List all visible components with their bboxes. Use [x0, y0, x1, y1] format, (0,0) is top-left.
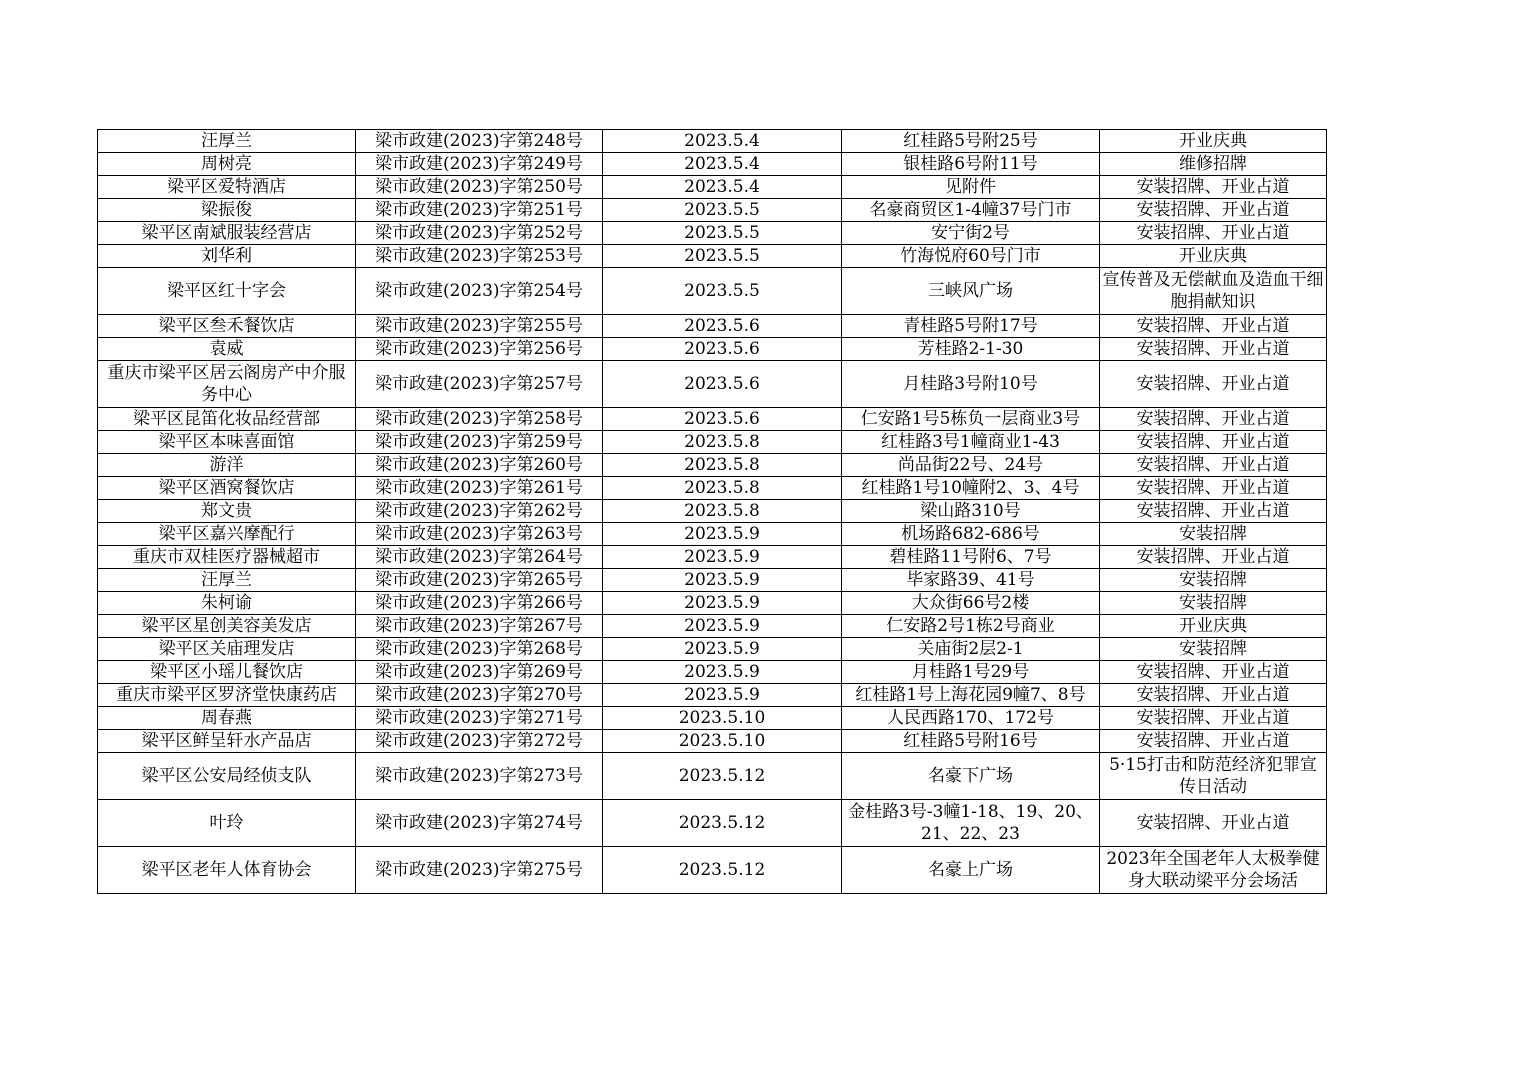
location-cell: 青桂路5号附17号: [842, 315, 1100, 338]
applicant-cell: 梁平区叁禾餐饮店: [98, 315, 356, 338]
applicant-cell: 梁平区酒窝餐饮店: [98, 477, 356, 500]
permit-number-cell: 梁市政建(2023)字第261号: [356, 477, 603, 500]
table-row: [98, 431, 1327, 454]
purpose-cell: 安装招牌、开业占道: [1100, 176, 1327, 199]
location-cell: 梁山路310号: [842, 500, 1100, 523]
location-cell: 毕家路39、41号: [842, 569, 1100, 592]
applicant-cell: 梁平区昆笛化妆品经营部: [98, 408, 356, 431]
table-row: [98, 500, 1327, 523]
date-cell: 2023.5.9: [603, 684, 842, 707]
table-row: [98, 454, 1327, 477]
location-cell: 仁安路2号1栋2号商业: [842, 615, 1100, 638]
table-row: [98, 176, 1327, 199]
table-row: [98, 245, 1327, 268]
purpose-cell: 安装招牌、开业占道: [1100, 408, 1327, 431]
location-cell: 竹海悦府60号门市: [842, 245, 1100, 268]
purpose-cell: 维修招牌: [1100, 153, 1327, 176]
date-cell: 2023.5.4: [603, 153, 842, 176]
location-cell: 月桂路1号29号: [842, 661, 1100, 684]
permit-number-cell: 梁市政建(2023)字第262号: [356, 500, 603, 523]
applicant-cell: 袁威: [98, 338, 356, 361]
permit-number-cell: 梁市政建(2023)字第260号: [356, 454, 603, 477]
purpose-cell: 安装招牌、开业占道: [1100, 338, 1327, 361]
permit-number-cell: 梁市政建(2023)字第267号: [356, 615, 603, 638]
table-row: [98, 315, 1327, 338]
permit-number-cell: 梁市政建(2023)字第253号: [356, 245, 603, 268]
applicant-cell: 梁平区本味喜面馆: [98, 431, 356, 454]
permit-number-cell: 梁市政建(2023)字第252号: [356, 222, 603, 245]
purpose-cell: 开业庆典: [1100, 245, 1327, 268]
purpose-cell: 安装招牌、开业占道: [1100, 454, 1327, 477]
permit-number-cell: 梁市政建(2023)字第249号: [356, 153, 603, 176]
date-cell: 2023.5.9: [603, 592, 842, 615]
date-cell: 2023.5.9: [603, 546, 842, 569]
date-cell: 2023.5.8: [603, 431, 842, 454]
applicant-cell: 梁平区嘉兴摩配行: [98, 523, 356, 546]
purpose-cell: 开业庆典: [1100, 130, 1327, 153]
purpose-cell: 安装招牌: [1100, 638, 1327, 661]
purpose-cell: 安装招牌、开业占道: [1100, 361, 1327, 408]
applicant-cell: 郑文贵: [98, 500, 356, 523]
purpose-cell: 安装招牌、开业占道: [1100, 546, 1327, 569]
location-cell: 红桂路1号上海花园9幢7、8号: [842, 684, 1100, 707]
permit-number-cell: 梁市政建(2023)字第257号: [356, 361, 603, 408]
permit-number-cell: 梁市政建(2023)字第266号: [356, 592, 603, 615]
date-cell: 2023.5.9: [603, 615, 842, 638]
purpose-cell: 安装招牌、开业占道: [1100, 500, 1327, 523]
permit-number-cell: 梁市政建(2023)字第248号: [356, 130, 603, 153]
permit-number-cell: 梁市政建(2023)字第270号: [356, 684, 603, 707]
applicant-cell: 刘华利: [98, 245, 356, 268]
purpose-cell: 安装招牌: [1100, 569, 1327, 592]
applicant-cell: 梁平区爱特酒店: [98, 176, 356, 199]
permit-number-cell: 梁市政建(2023)字第263号: [356, 523, 603, 546]
permit-number-cell: 梁市政建(2023)字第274号: [356, 800, 603, 847]
location-cell: 银桂路6号附11号: [842, 153, 1100, 176]
purpose-cell: 安装招牌、开业占道: [1100, 315, 1327, 338]
permit-table: [97, 129, 1327, 894]
purpose-cell: 安装招牌、开业占道: [1100, 661, 1327, 684]
location-cell: 名豪上广场: [842, 847, 1100, 894]
permit-number-cell: 梁市政建(2023)字第256号: [356, 338, 603, 361]
date-cell: 2023.5.9: [603, 638, 842, 661]
date-cell: 2023.5.9: [603, 661, 842, 684]
date-cell: 2023.5.9: [603, 569, 842, 592]
location-cell: 大众街66号2楼: [842, 592, 1100, 615]
location-cell: 人民西路170、172号: [842, 707, 1100, 730]
table-row: [98, 523, 1327, 546]
table-row: [98, 408, 1327, 431]
table-row: [98, 153, 1327, 176]
applicant-cell: 重庆市双桂医疗器械超市: [98, 546, 356, 569]
purpose-cell: 安装招牌、开业占道: [1100, 684, 1327, 707]
applicant-cell: 梁平区红十字会: [98, 268, 356, 315]
location-cell: 碧桂路11号附6、7号: [842, 546, 1100, 569]
applicant-cell: 梁平区南斌服装经营店: [98, 222, 356, 245]
purpose-cell: 安装招牌: [1100, 592, 1327, 615]
date-cell: 2023.5.8: [603, 500, 842, 523]
table-row: [98, 684, 1327, 707]
purpose-cell: 5·15打击和防范经济犯罪宣传日活动: [1100, 753, 1327, 800]
date-cell: 2023.5.8: [603, 454, 842, 477]
date-cell: 2023.5.5: [603, 268, 842, 315]
table-row: [98, 268, 1327, 315]
applicant-cell: 梁平区老年人体育协会: [98, 847, 356, 894]
applicant-cell: 朱柯谕: [98, 592, 356, 615]
table-row: [98, 361, 1327, 408]
table-row: [98, 477, 1327, 500]
purpose-cell: 安装招牌: [1100, 523, 1327, 546]
applicant-cell: 梁平区公安局经侦支队: [98, 753, 356, 800]
table-row: [98, 753, 1327, 800]
location-cell: 机场路682-686号: [842, 523, 1100, 546]
date-cell: 2023.5.4: [603, 176, 842, 199]
permit-number-cell: 梁市政建(2023)字第255号: [356, 315, 603, 338]
table-row: [98, 338, 1327, 361]
table-row: [98, 661, 1327, 684]
date-cell: 2023.5.9: [603, 523, 842, 546]
permit-number-cell: 梁市政建(2023)字第265号: [356, 569, 603, 592]
permit-number-cell: 梁市政建(2023)字第264号: [356, 546, 603, 569]
location-cell: 红桂路3号1幢商业1-43: [842, 431, 1100, 454]
permit-number-cell: 梁市政建(2023)字第254号: [356, 268, 603, 315]
permit-number-cell: 梁市政建(2023)字第271号: [356, 707, 603, 730]
table-row: [98, 130, 1327, 153]
purpose-cell: 开业庆典: [1100, 615, 1327, 638]
applicant-cell: 重庆市梁平区居云阁房产中介服务中心: [98, 361, 356, 408]
permit-number-cell: 梁市政建(2023)字第272号: [356, 730, 603, 753]
purpose-cell: 宣传普及无偿献血及造血干细胞捐献知识: [1100, 268, 1327, 315]
location-cell: 安宁街2号: [842, 222, 1100, 245]
location-cell: 见附件: [842, 176, 1100, 199]
table-row: [98, 847, 1327, 894]
permit-number-cell: 梁市政建(2023)字第250号: [356, 176, 603, 199]
purpose-cell: 2023年全国老年人太极拳健身大联动梁平分会场活: [1100, 847, 1327, 894]
table-row: [98, 569, 1327, 592]
permit-number-cell: 梁市政建(2023)字第259号: [356, 431, 603, 454]
location-cell: 尚品街22号、24号: [842, 454, 1100, 477]
table-row: [98, 615, 1327, 638]
date-cell: 2023.5.8: [603, 477, 842, 500]
location-cell: 仁安路1号5栋负一层商业3号: [842, 408, 1100, 431]
date-cell: 2023.5.5: [603, 199, 842, 222]
permit-number-cell: 梁市政建(2023)字第269号: [356, 661, 603, 684]
date-cell: 2023.5.6: [603, 408, 842, 431]
date-cell: 2023.5.5: [603, 222, 842, 245]
date-cell: 2023.5.6: [603, 361, 842, 408]
location-cell: 红桂路1号10幢附2、3、4号: [842, 477, 1100, 500]
date-cell: 2023.5.12: [603, 800, 842, 847]
table-row: [98, 800, 1327, 847]
date-cell: 2023.5.5: [603, 245, 842, 268]
permit-number-cell: 梁市政建(2023)字第251号: [356, 199, 603, 222]
applicant-cell: 汪厚兰: [98, 569, 356, 592]
applicant-cell: 游洋: [98, 454, 356, 477]
applicant-cell: 梁平区星创美容美发店: [98, 615, 356, 638]
permit-table-body: [98, 130, 1327, 894]
applicant-cell: 梁平区鲜呈轩水产品店: [98, 730, 356, 753]
location-cell: 名豪商贸区1-4幢37号门市: [842, 199, 1100, 222]
applicant-cell: 周树亮: [98, 153, 356, 176]
purpose-cell: 安装招牌、开业占道: [1100, 431, 1327, 454]
purpose-cell: 安装招牌、开业占道: [1100, 800, 1327, 847]
location-cell: 三峡风广场: [842, 268, 1100, 315]
location-cell: 芳桂路2-1-30: [842, 338, 1100, 361]
purpose-cell: 安装招牌、开业占道: [1100, 222, 1327, 245]
date-cell: 2023.5.10: [603, 730, 842, 753]
date-cell: 2023.5.12: [603, 847, 842, 894]
location-cell: 红桂路5号附25号: [842, 130, 1100, 153]
table-row: [98, 730, 1327, 753]
applicant-cell: 汪厚兰: [98, 130, 356, 153]
applicant-cell: 叶玲: [98, 800, 356, 847]
applicant-cell: 周春燕: [98, 707, 356, 730]
table-row: [98, 222, 1327, 245]
table-row: [98, 546, 1327, 569]
permit-number-cell: 梁市政建(2023)字第258号: [356, 408, 603, 431]
location-cell: 金桂路3号-3幢1-18、19、20、21、22、23: [842, 800, 1100, 847]
permit-number-cell: 梁市政建(2023)字第268号: [356, 638, 603, 661]
date-cell: 2023.5.6: [603, 315, 842, 338]
purpose-cell: 安装招牌、开业占道: [1100, 199, 1327, 222]
date-cell: 2023.5.12: [603, 753, 842, 800]
location-cell: 月桂路3号附10号: [842, 361, 1100, 408]
purpose-cell: 安装招牌、开业占道: [1100, 707, 1327, 730]
table-row: [98, 638, 1327, 661]
location-cell: 红桂路5号附16号: [842, 730, 1100, 753]
purpose-cell: 安装招牌、开业占道: [1100, 477, 1327, 500]
applicant-cell: 梁振俊: [98, 199, 356, 222]
location-cell: 关庙街2层2-1: [842, 638, 1100, 661]
table-row: [98, 707, 1327, 730]
purpose-cell: 安装招牌、开业占道: [1100, 730, 1327, 753]
location-cell: 名豪下广场: [842, 753, 1100, 800]
permit-number-cell: 梁市政建(2023)字第273号: [356, 753, 603, 800]
applicant-cell: 梁平区关庙理发店: [98, 638, 356, 661]
table-row: [98, 199, 1327, 222]
permit-number-cell: 梁市政建(2023)字第275号: [356, 847, 603, 894]
date-cell: 2023.5.4: [603, 130, 842, 153]
applicant-cell: 重庆市梁平区罗济堂快康药店: [98, 684, 356, 707]
table-row: [98, 592, 1327, 615]
date-cell: 2023.5.10: [603, 707, 842, 730]
date-cell: 2023.5.6: [603, 338, 842, 361]
applicant-cell: 梁平区小瑶儿餐饮店: [98, 661, 356, 684]
